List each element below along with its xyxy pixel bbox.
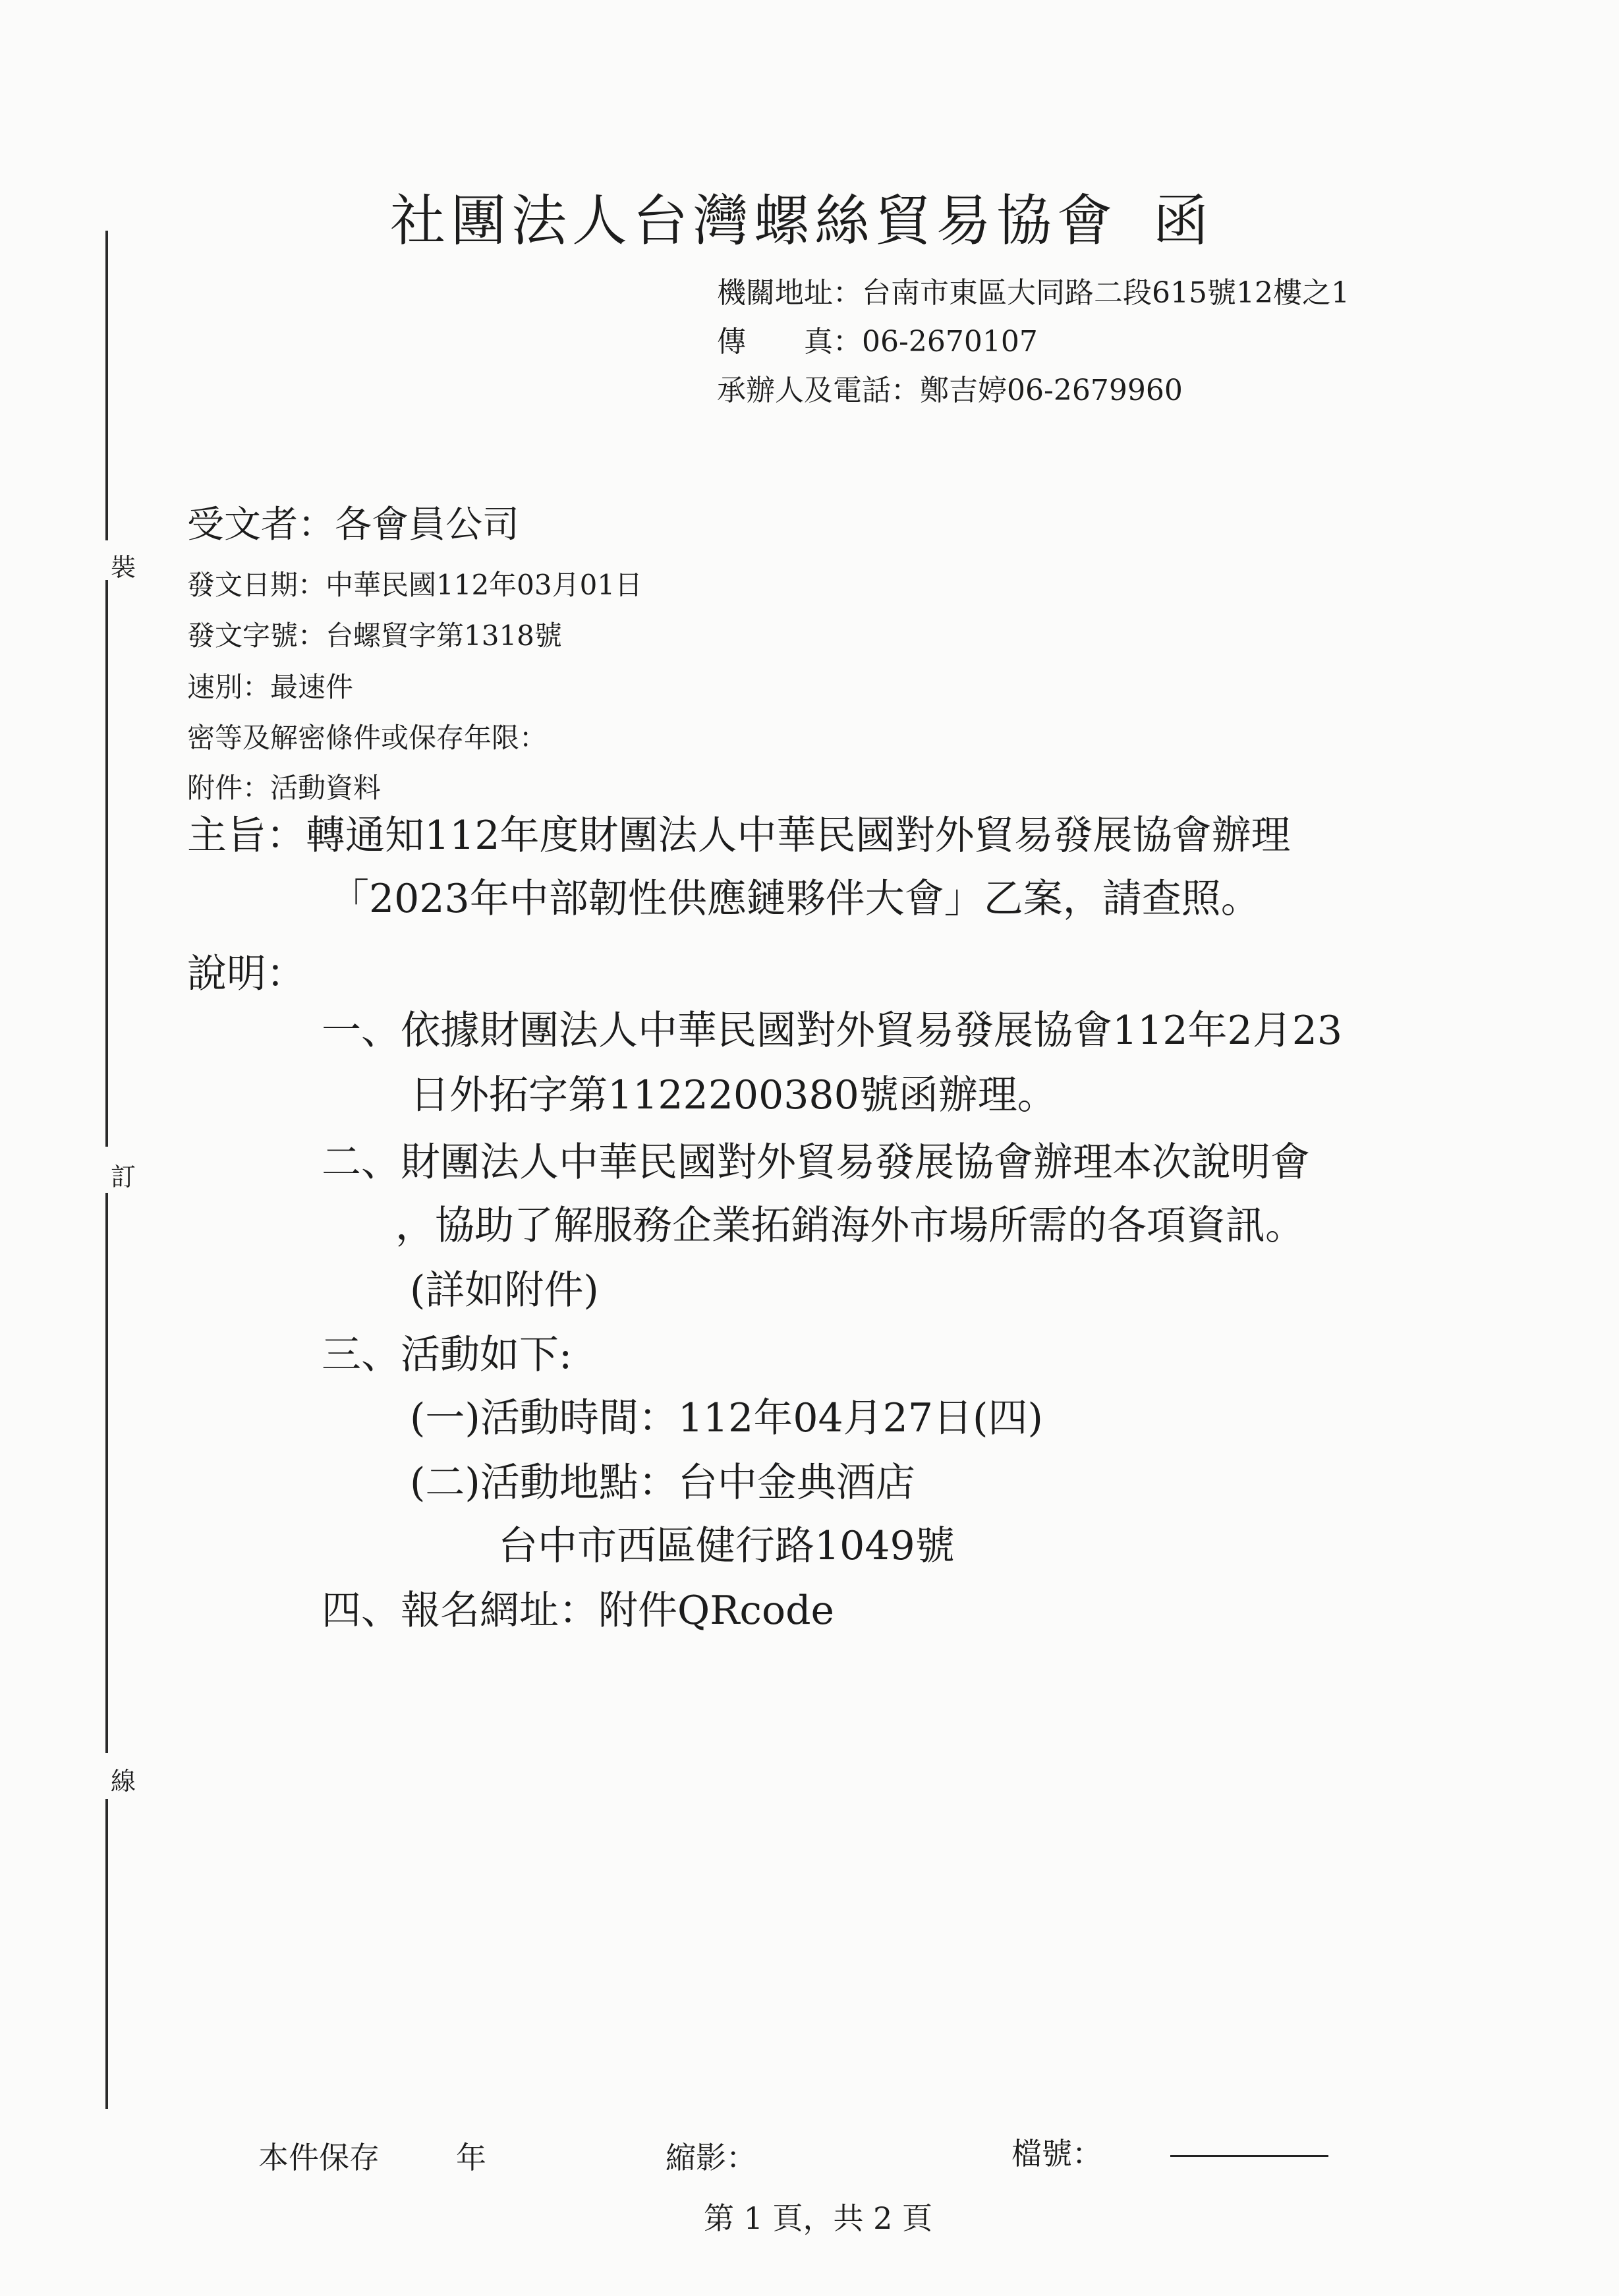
binding-mark-ding: 訂	[111, 1162, 136, 1191]
explanation-item-3-label: 三、活動如下:	[322, 1332, 573, 1378]
registration-url: 四、報名網址：附件QRcode	[322, 1588, 835, 1634]
activity-address: 台中市西區健行路1049號	[498, 1523, 955, 1569]
delivery-speed: 速別：最速件	[187, 671, 354, 703]
document-number: 發文字號：台螺貿字第1318號	[187, 619, 562, 652]
agency-address: 機關地址：台南市東區大同路二段615號12樓之1	[717, 276, 1349, 310]
subject-line-1: 主旨：轉通知112年度財團法人中華民國對外貿易發展協會辦理	[187, 813, 1291, 859]
confidentiality: 密等及解密條件或保存年限：	[187, 722, 548, 754]
contact-person: 承辦人及電話：鄭吉婷06-2679960	[717, 374, 1183, 407]
explanation-item-2-line-1: 二、財團法人中華民國對外貿易發展協會辦理本次說明會	[322, 1139, 1310, 1186]
microfilm-label: 縮影：	[666, 2140, 756, 2175]
binding-mark-zhuang: 裝	[111, 553, 136, 582]
activity-location: (二)活動地點：台中金典酒店	[410, 1460, 915, 1506]
explanation-label: 說明：	[187, 951, 306, 997]
retention-label: 本件保存	[258, 2140, 380, 2175]
explanation-item-1-line-2: 日外拓字第1122200380號函辦理。	[410, 1072, 1057, 1118]
file-number-label: 檔號：	[1011, 2136, 1102, 2171]
explanation-item-2-line-3: (詳如附件)	[410, 1267, 599, 1313]
issue-date: 發文日期：中華民國112年03月01日	[187, 569, 643, 601]
binding-line-middle-2	[105, 1193, 108, 1753]
document-title: 社團法人台灣螺絲貿易協會	[390, 188, 1118, 253]
binding-mark-xian: 線	[111, 1767, 136, 1796]
page-number: 第 1 頁，共 2 頁	[704, 2200, 933, 2236]
attachment: 附件：活動資料	[187, 772, 382, 804]
subject-line-2: 「2023年中部韌性供應鏈夥伴大會」乙案，請查照。	[329, 876, 1261, 922]
binding-line-top	[105, 231, 108, 540]
document-type: 函	[1153, 188, 1209, 253]
binding-line-middle-1	[105, 580, 108, 1147]
binding-line-bottom	[105, 1799, 108, 2109]
retention-year: 年	[456, 2140, 486, 2175]
explanation-item-1-line-1: 一、依據財團法人中華民國對外貿易發展協會112年2月23	[322, 1008, 1343, 1054]
explanation-item-2-line-2: ，協助了解服務企業拓銷海外市場所需的各項資訊。	[395, 1203, 1305, 1249]
activity-time: (一)活動時間：112年04月27日(四)	[410, 1395, 1043, 1441]
recipient: 受文者：各會員公司	[187, 503, 519, 546]
file-number-blank	[1170, 2155, 1328, 2157]
fax-number: 傳 真：06-2670107	[717, 325, 1038, 359]
